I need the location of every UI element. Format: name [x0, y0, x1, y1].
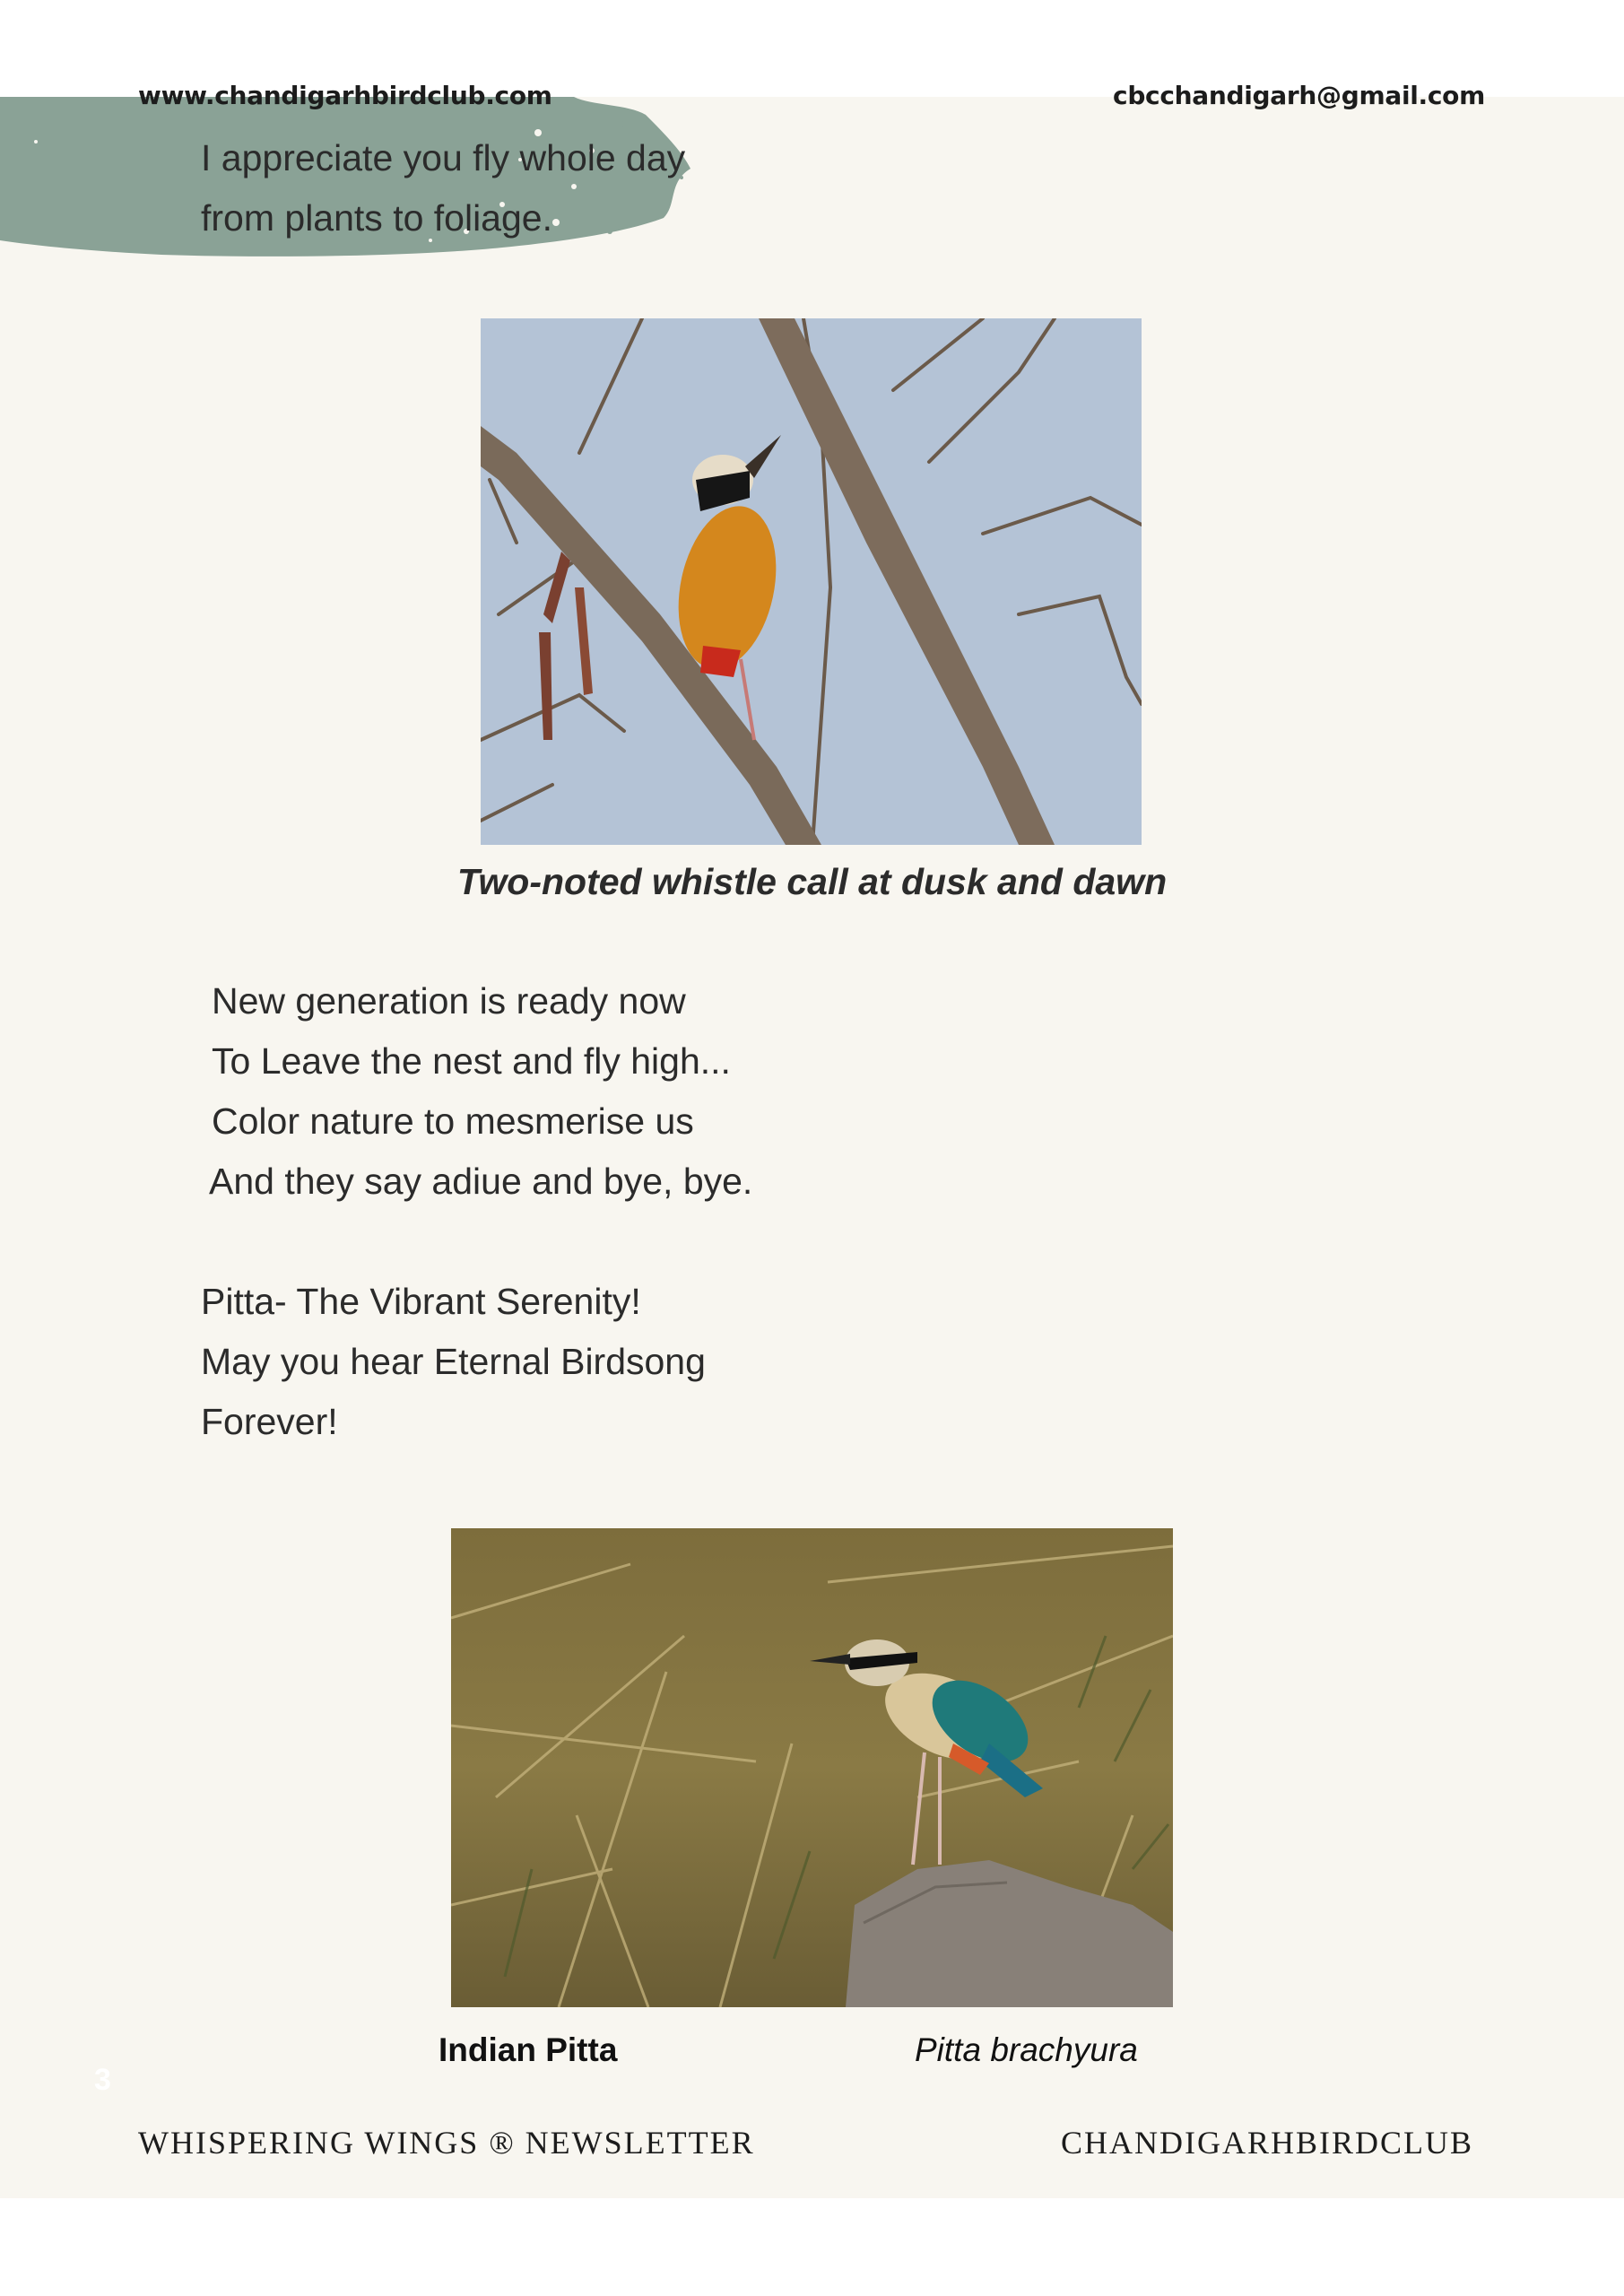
poem-line: Forever! [201, 1401, 338, 1442]
photo-caption: Two-noted whistle call at dusk and dawn [456, 861, 1168, 902]
club-name: CHANDIGARHBIRDCLUB [1060, 2125, 1473, 2161]
bird-common-name: Indian Pitta [439, 2031, 618, 2068]
website-link[interactable]: www.chandigarhbirdclub.com [138, 81, 552, 110]
poem-line: I appreciate you fly whole day [201, 137, 686, 178]
pitta-on-rock-photo [451, 1528, 1173, 2007]
poem-line: To Leave the nest and fly high... [212, 1040, 731, 1082]
poem-line: And they say adiue and bye, bye. [209, 1161, 753, 1202]
poem-line: Pitta- The Vibrant Serenity! [201, 1281, 641, 1322]
page-number: 3 [94, 2063, 111, 2097]
poem-line: Color nature to mesmerise us [212, 1100, 694, 1142]
poem-line: May you hear Eternal Birdsong [201, 1341, 706, 1382]
pitta-on-branch-photo [481, 318, 1142, 845]
bird-scientific-name: Pitta brachyura [915, 2031, 1138, 2068]
email-link[interactable]: cbcchandigarh@gmail.com [1113, 81, 1485, 110]
poem-line: from plants to foliage. [201, 197, 552, 239]
newsletter-title: WHISPERING WINGS ® NEWSLETTER [138, 2125, 755, 2161]
poem-line: New generation is ready now [212, 980, 686, 1022]
